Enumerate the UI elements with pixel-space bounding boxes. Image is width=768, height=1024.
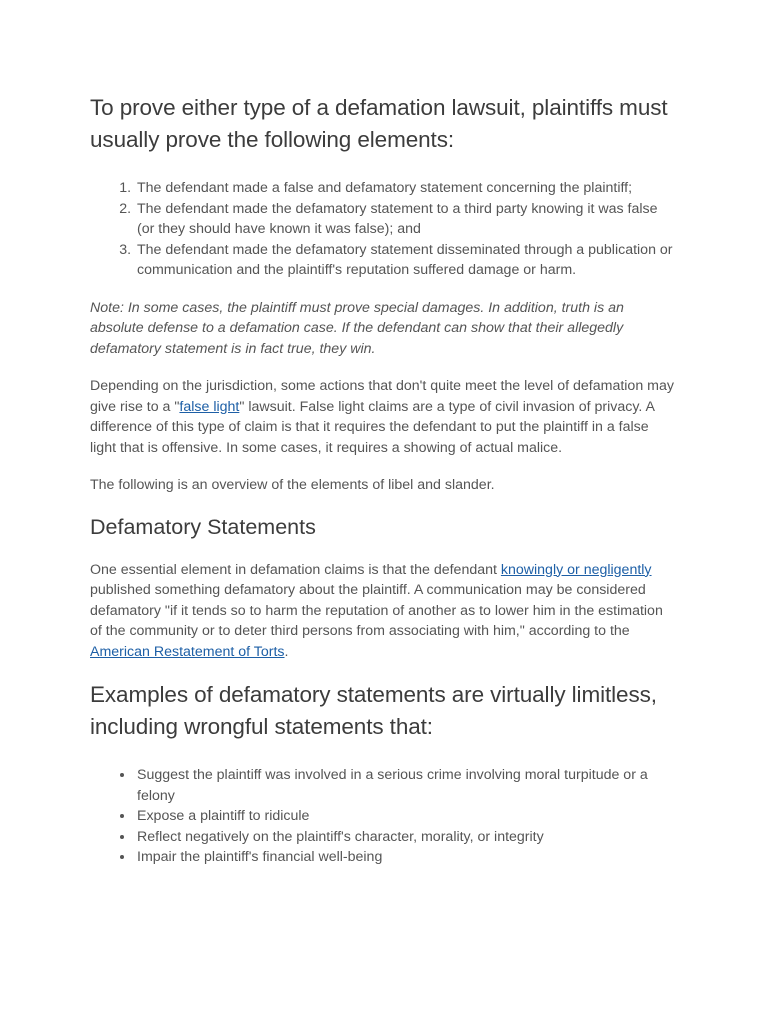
paragraph-text: . [284,643,289,660]
section-heading-examples: Examples of defamatory statements are virtually limitless, including wrongful statements that: [90,682,657,739]
list-item: 3. The defendant made the defamatory statement disseminated through a publication or communication and the plaintiff's reputation suffered damage or harm. [135,240,675,281]
list-item: • Suggest the plaintiff was involved in a serious crime involving moral turpitude or a felony [135,765,675,806]
false-light-link[interactable]: false light [179,398,240,415]
list-item: 1. The defendant made a false and defamatory statement concerning the plaintiff; [135,178,675,199]
elements-list [90,178,675,281]
section-heading-elements: To prove either type of a defamation lawsuit, plaintiffs must usually prove the following elements: [90,95,668,152]
list-item: • Impair the plaintiff's financial well-being [135,847,675,868]
paragraph-text: Depending on the jurisdiction, some actions that don't quite meet the level of defamation may give rise to a " [90,378,674,415]
false-light-paragraph [90,376,675,458]
list-item: 2. The defendant made the defamatory statement to a third party knowing it was false (or they should have known it was false); and [135,199,675,240]
list-item: • Expose a plaintiff to ridicule [135,806,675,827]
examples-list [90,765,675,868]
defamatory-statements-paragraph [90,560,675,663]
section-heading-defamatory-statements: Defamatory Statements [90,514,316,539]
paragraph-text: published something defamatory about the plaintiff. A communication may be considered defamatory "if it tends so to harm the reputation of another as to lower him in the estimation of the community or to deter third persons from associating with him," according to the [90,582,663,639]
paragraph-text: One essential element in defamation claims is that the defendant [90,561,501,578]
note-paragraph: Note: In some cases, the plaintiff must prove special damages. In addition, truth is an absolute defense to a defamation case. If the defendant can show that their allegedly defamatory statement is in fact true, they win. [90,299,624,357]
knowingly-or-negligently-link[interactable]: knowingly or negligently [500,561,652,578]
list-item: • Reflect negatively on the plaintiff's character, morality, or integrity [135,827,675,848]
paragraph-text: " lawsuit. False light claims are a type of civil invasion of privacy. A difference of this type of claim is that it requires the defendant to put the plaintiff in a false light that is offensive. In some cases, it requires a showing of actual malice. [90,398,655,456]
overview-paragraph: The following is an overview of the elements of libel and slander. [90,477,495,493]
restatement-of-torts-link[interactable]: American Restatement of Torts [90,643,285,660]
document-page [90,92,675,885]
